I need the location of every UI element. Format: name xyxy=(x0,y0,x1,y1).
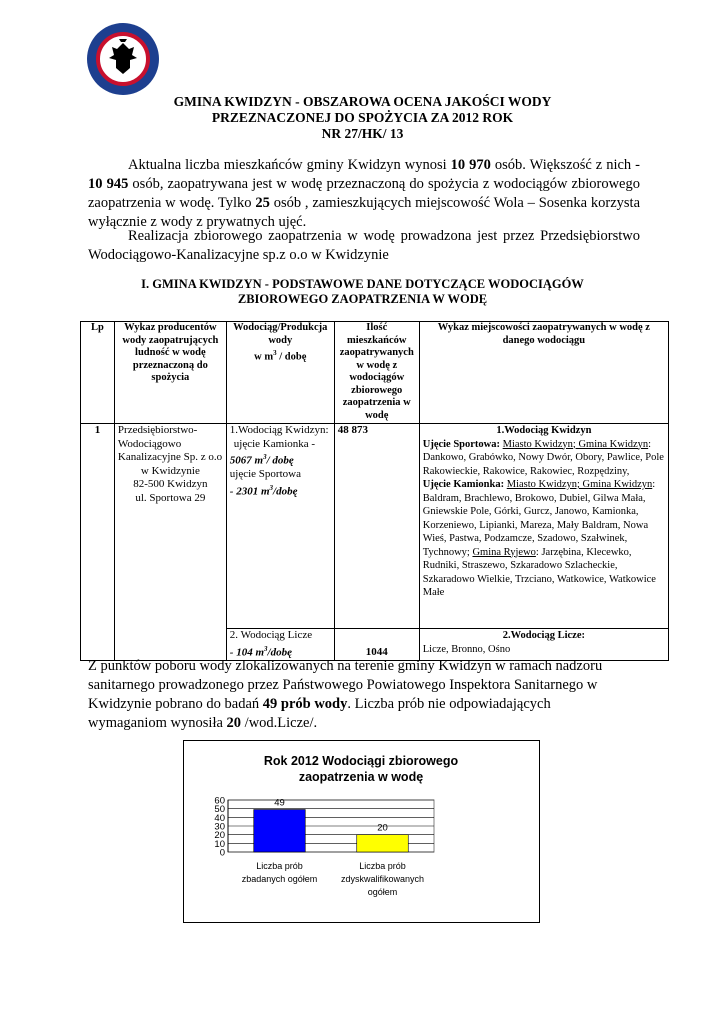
row-supply-kwidzyn xyxy=(226,424,334,629)
row-producer xyxy=(114,424,226,661)
chart-title: zaopatrzenia w wodę xyxy=(298,770,424,784)
y-tick-label: 20 xyxy=(214,830,225,842)
w1-people: 48 873 xyxy=(334,424,419,629)
samples-chart xyxy=(183,740,540,923)
w1-places-title: 1.Wodociąg Kwidzyn xyxy=(496,425,592,436)
x-category-label: Liczba prób xyxy=(359,861,406,871)
header-producer: Wykaz producentów wody zaopatrujących ludność w wodę przeznaczoną do spożycia xyxy=(114,322,226,424)
intro-paragraph xyxy=(88,156,640,232)
w2-name: 2. Wodociąg Licze xyxy=(229,629,313,641)
x-category-label: ogółem xyxy=(367,887,398,897)
header-supply: Wodociąg/Produkcja wody w $m^3$ / dobę xyxy=(226,322,334,424)
title-line-3: NR 27/HK/ 13 xyxy=(321,126,404,141)
x-category-label: Liczba prób xyxy=(256,861,303,871)
table-row xyxy=(81,424,669,629)
y-tick-label: 50 xyxy=(214,804,225,816)
row-supply-licze xyxy=(226,629,334,661)
w1-sportowa-label: ujęcie Sportowa xyxy=(229,468,301,481)
title-line-2: PRZEZNACZONEJ DO SPOŻYCIA ZA 2012 ROK xyxy=(211,110,514,125)
sanitary-inspection-logo xyxy=(86,22,160,96)
section-heading xyxy=(0,277,725,307)
header-people: Ilość mieszkańców zaopatrywanych w wodę z wodociągów zbiorowego zaopatrzenia w wodę xyxy=(334,322,419,424)
w2-places-title: 2.Wodociąg Licze: xyxy=(502,630,585,641)
bar xyxy=(254,810,306,852)
y-tick-label: 10 xyxy=(214,838,225,850)
population-total: 10 970 xyxy=(450,157,491,173)
w1-kamionka-label: ujęcie Kamionka - xyxy=(233,437,316,450)
w1-kamionka-value: 5067 $m^3/$ dobę xyxy=(229,453,294,467)
header-places: Wykaz miejscowości zaopatrywanych w wodę z danego wodociągu xyxy=(419,322,668,424)
producer-city: w Kwidzynie xyxy=(140,464,200,477)
w1-places: 1.Wodociąg Kwidzyn Ujęcie Sportowa: Miasto Kwidzyn; Gmina Kwidzyn: Dankowo, Grabówko, Nowy Dwór, Obory, Pawlice, Pole Rakowieckie, Rakowice, Rakowiec, Rozpędziny, Ujęcie Kamionka: Miasto Kwidzyn; Gmina Kwidzyn: Baldram, Brachlewo, Brokowo, Dubiel, Gilwa Mała, Gniewskie Pole, Górki, Gurcz, Janowo, Kamionka, Korzeniewo, Lipianki, Mareza, Mały Baldram, Nowa Wieś, Pastwa, Podzamcze, Szadowo, Szałwinek, Tychnowy; Gmina Ryjewo: Jarzębina, Klecewko, Rudniki, Straszewo, Szkaradowo Szlacheckie, Szkaradowo Wielkie, Trzciano, Watkowice, Watkowice Małe xyxy=(419,424,668,629)
intro-text-a: Aktualna liczba mieszkańców gminy Kwidzyn wynosi xyxy=(128,157,451,173)
samples-count: 49 prób wody xyxy=(262,696,348,712)
w2-places xyxy=(419,629,668,661)
failed-count: 20 xyxy=(226,715,242,731)
w1-name: 1.Wodociąg Kwidzyn: xyxy=(229,424,329,436)
producer-zip: 82-500 Kwidzyn xyxy=(133,478,208,490)
w1-sportowa-value: - 2301 $m^3$/dobę xyxy=(229,483,298,498)
operator-text: Realizacja zbiorowego zaopatrzenia w wodę prowadzona jest przez Przedsiębiorstwo Wodociągowo-Kanalizacyjne sp.z o.o w Kwidzynie xyxy=(88,228,640,263)
population-supplied: 10 945 xyxy=(88,176,129,192)
row-lp: 1 xyxy=(81,424,115,661)
samples-paragraph: Z punktów poboru wody zlokalizowanych na terenie gminy Kwidzyn w ramach nadzoru sanitarnego prowadzonego przez Państwowego Powiatowego Inspektora Sanitarnego w Kwidzynie pobrano do badań 49 prób wody. Liczba prób nie odpowiadających wymaganiom wynosiła 20 /wod.Licze/. xyxy=(88,658,603,731)
waterworks-table xyxy=(80,321,669,661)
data-label: 20 xyxy=(377,822,388,834)
y-tick-label: 0 xyxy=(219,847,225,859)
header-lp: Lp xyxy=(81,322,115,424)
y-tick-label: 30 xyxy=(214,821,225,833)
w2-people: 1044 xyxy=(334,629,419,661)
intro-text-e: osób, zaopatrywana jest w wodę przeznaczoną do spożycia z wodociągów zbiorowego zaopatrzenia w wodę. Tylko xyxy=(88,176,640,211)
population-private: 25 xyxy=(255,195,270,211)
producer-name: Przedsiębiorstwo-Wodociągowo Kanalizacyjne Sp. z o.o xyxy=(117,424,223,463)
table-header-row xyxy=(81,322,669,424)
chart-title: Rok 2012 Wodociągi zbiorowego xyxy=(263,754,459,768)
intro-text-g: osób , zamieszkujących miejscowość Wola – Sosenka korzysta wyłącznie z wody z prywatnych ujęć. xyxy=(88,195,640,230)
intro-text-c: osób. Większość z nich - xyxy=(490,157,640,173)
section-line-2: ZBIOROWEGO ZAOPATRZENIA W WODĘ xyxy=(237,292,488,306)
y-tick-label: 60 xyxy=(214,795,225,807)
bar xyxy=(357,835,409,852)
chart-canvas xyxy=(184,741,539,922)
x-category-label: zdyskwalifikowanych xyxy=(340,874,425,884)
data-label: 49 xyxy=(274,797,285,809)
operator-paragraph xyxy=(88,227,640,265)
w2-places-list: Licze, Bronno, Ośno xyxy=(422,643,511,655)
w2-value: - 104 $m^3$/dobę xyxy=(229,644,292,659)
document-title xyxy=(0,94,725,142)
section-line-1: I. GMINA KWIDZYN - PODSTAWOWE DANE DOTYCZĄCE WODOCIĄGÓW xyxy=(141,277,584,291)
x-category-label: zbadanych ogółem xyxy=(241,874,318,884)
title-line-1: GMINA KWIDZYN - OBSZAROWA OCENA JAKOŚCI WODY xyxy=(173,94,552,109)
producer-street: ul. Sportowa 29 xyxy=(135,491,206,504)
y-tick-label: 40 xyxy=(214,812,225,824)
